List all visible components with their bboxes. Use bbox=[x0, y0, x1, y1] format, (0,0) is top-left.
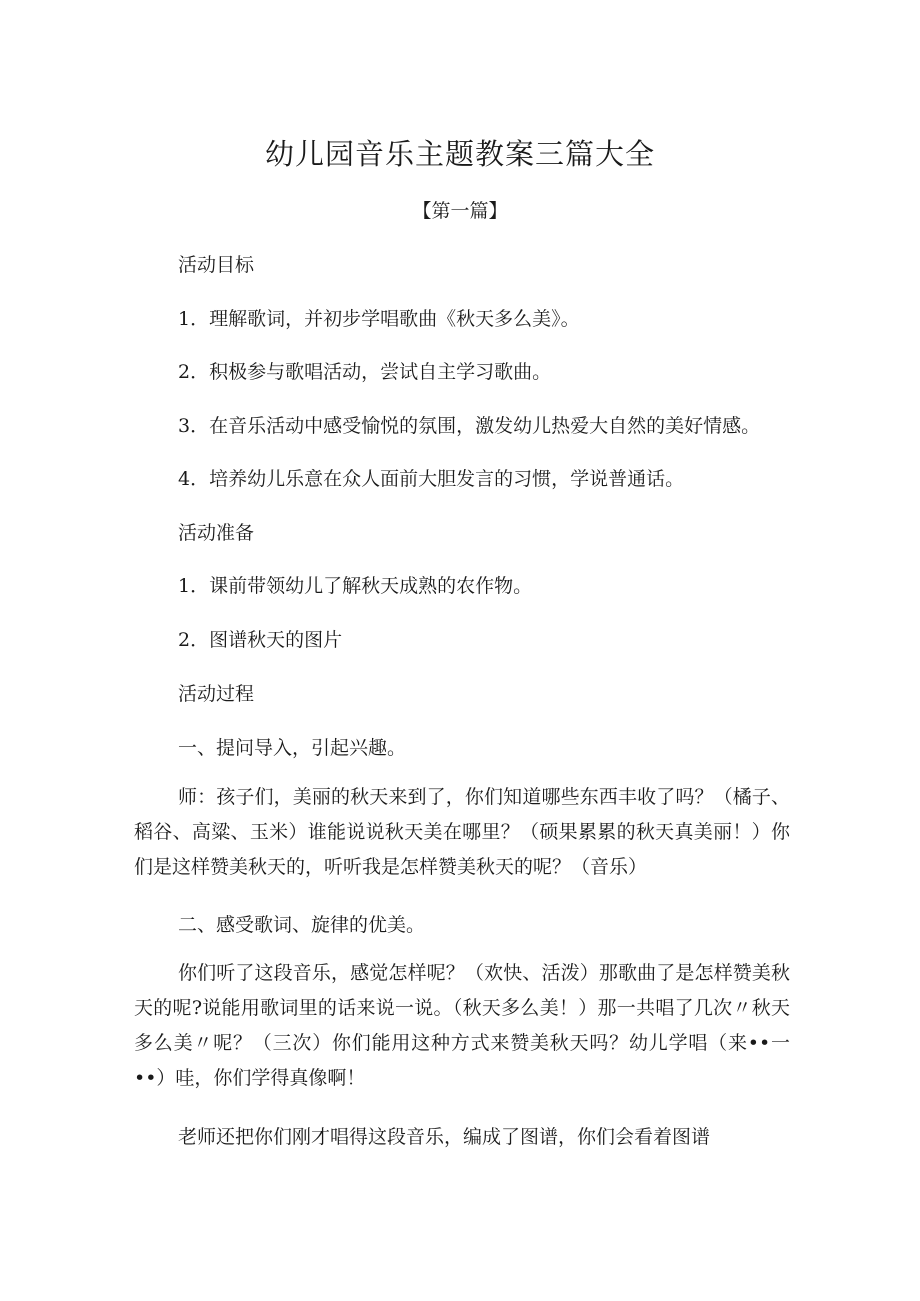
step-1-title: 一、提问导入，引起兴趣。 bbox=[178, 737, 407, 759]
goal-item-1: 1．理解歌词，并初步学唱歌曲《秋天多么美》。 bbox=[178, 308, 580, 330]
goal-item-2: 2．积极参与歌唱活动，尝试自主学习歌曲。 bbox=[178, 361, 552, 383]
goal-item-3: 3．在音乐活动中感受愉悦的氛围，激发幼儿热爱大自然的美好情感。 bbox=[178, 415, 761, 437]
prep-item-2: 2．图谱秋天的图片 bbox=[178, 629, 343, 651]
step-2-paragraph: 你们听了这段音乐，感觉怎样呢？（欢快、活泼）那歌曲了是怎样赞美秋天的呢?说能用歌词里的话来说一说。（秋天多么美！）那一共唱了几次〃秋天多么美〃呢？（三次）你们能用这种方式来赞美秋天吗？幼儿学唱（来••一••）哇，你们学得真像啊！ bbox=[134, 962, 790, 1089]
prep-item-1: 1．课前带领幼儿了解秋天成熟的农作物。 bbox=[178, 575, 533, 597]
goal-item-4: 4．培养幼儿乐意在众人面前大胆发言的习惯，学说普通话。 bbox=[178, 468, 685, 490]
heading-activity-prep: 活动准备 bbox=[178, 522, 255, 544]
heading-activity-goals: 活动目标 bbox=[178, 254, 255, 276]
step-2-title: 二、感受歌词、旋律的优美。 bbox=[178, 914, 426, 936]
step-1-paragraph: 师：孩子们，美丽的秋天来到了，你们知道哪些东西丰收了吗？（橘子、稻谷、高粱、玉米）谁能说说秋天美在哪里？（硕果累累的秋天真美丽！）你们是这样赞美秋天的，听听我是怎样赞美秋天的呢？（音乐） bbox=[134, 786, 790, 878]
document-title: 幼儿园音乐主题教案三篇大全 bbox=[264, 137, 655, 171]
heading-activity-process: 活动过程 bbox=[178, 683, 255, 705]
section-label: 【第一篇】 bbox=[412, 200, 508, 222]
step-3-paragraph: 老师还把你们刚才唱得这段音乐，编成了图谱，你们会看着图谱 bbox=[178, 1126, 711, 1148]
